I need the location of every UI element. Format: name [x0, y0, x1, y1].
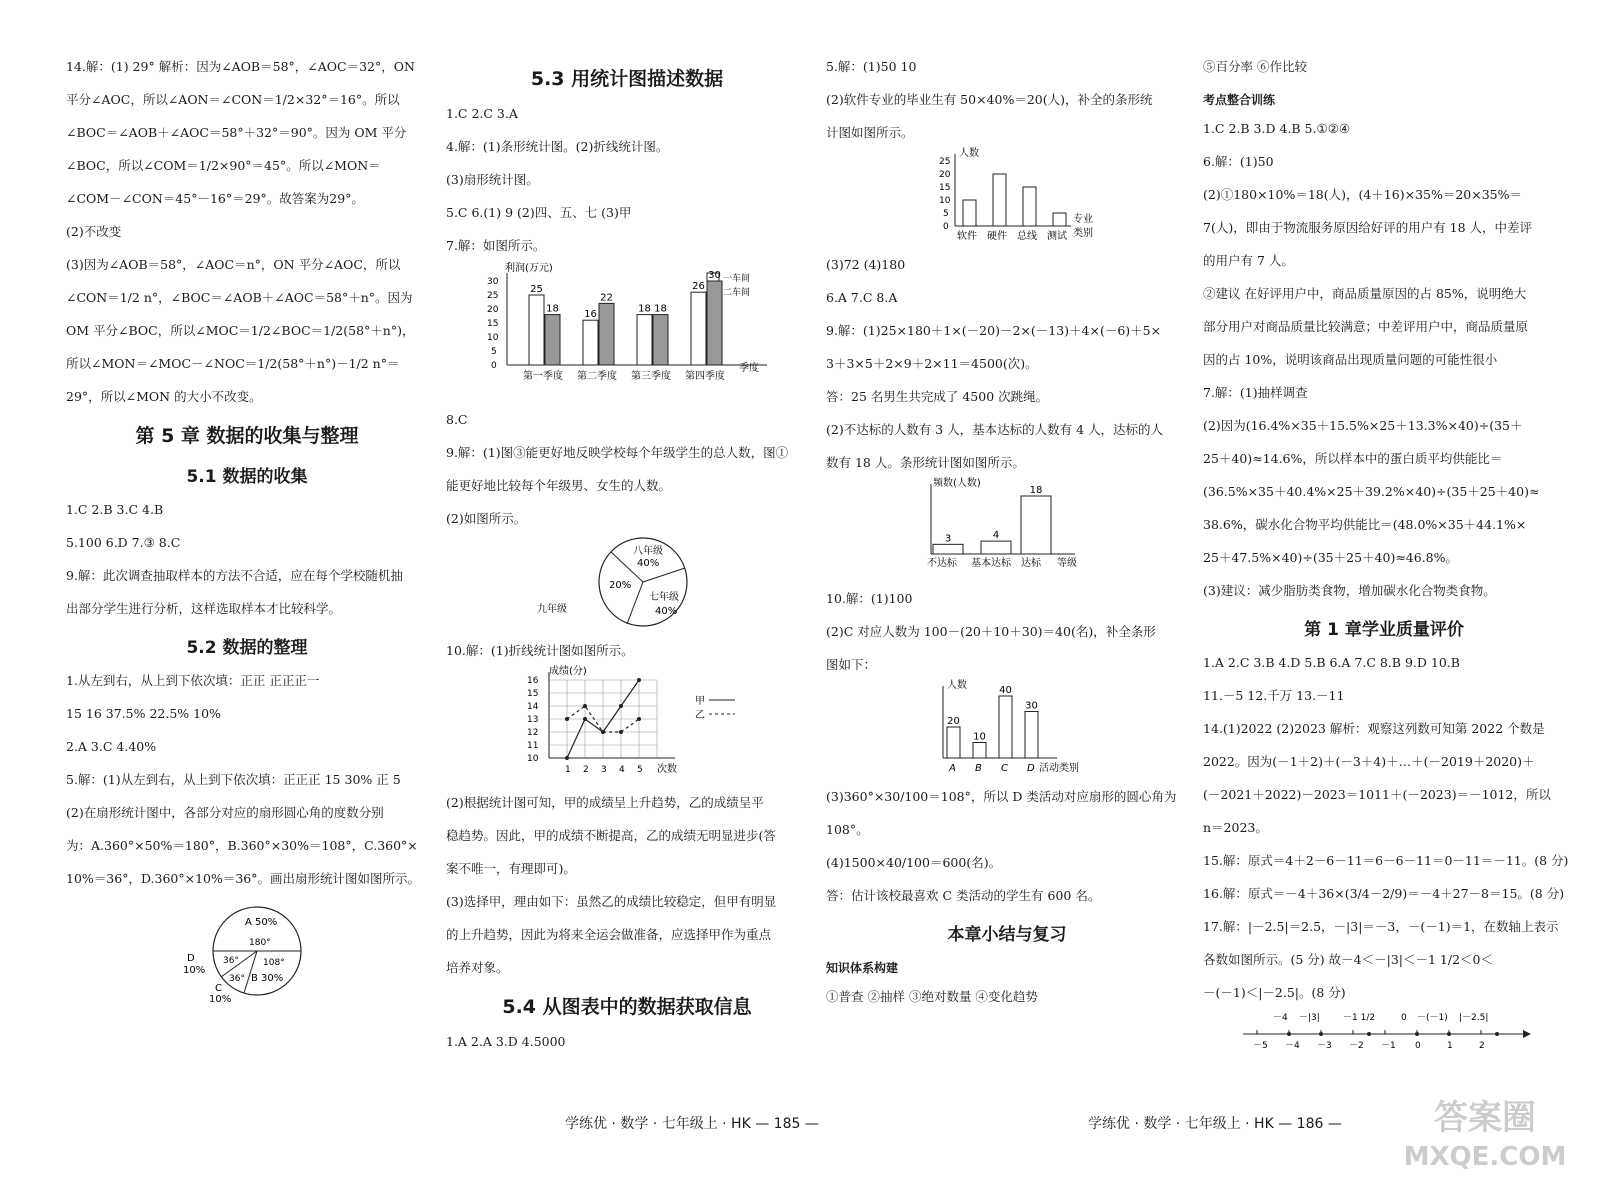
- bar: [947, 727, 960, 758]
- number-line-tick: 0: [1415, 1041, 1421, 1051]
- pie-label: 180°: [249, 938, 271, 948]
- text-line: 的上升趋势，因此为将来全运会做准备，应选择甲作为重点: [446, 927, 772, 942]
- bar-chart-activities: [907, 676, 1107, 776]
- x-tick: 测试: [1047, 231, 1067, 242]
- x-tick: 总线: [1017, 231, 1037, 242]
- y-tick: 25: [487, 291, 499, 301]
- section-title: 本章小结与复习: [947, 925, 1067, 945]
- page-footer-right: 学练优 · 数学 · 七年级上 · HK — 186 —: [1088, 1116, 1342, 1132]
- page-footer-left: 学练优 · 数学 · 七年级上 · HK — 185 —: [565, 1116, 819, 1132]
- data-label: 18: [654, 303, 667, 315]
- text-line: 答：估计该校最喜欢 C 类活动的学生有 600 名。: [826, 888, 1101, 903]
- data-label: 30: [708, 270, 721, 281]
- text-line: (2)软件专业的毕业生有 50×40%＝20(人)，补全的条形统: [826, 92, 1153, 107]
- y-tick: 20: [939, 170, 951, 180]
- bar: [933, 544, 963, 554]
- data-point: [619, 730, 623, 734]
- y-tick: 10: [487, 333, 499, 343]
- bar: [993, 174, 1006, 226]
- text-line: 1.A 2.C 3.B 4.D 5.B 6.A 7.C 8.B 9.D 10.B: [1203, 655, 1460, 670]
- text-line: (2)不达标的人数有 3 人，基本达标的人数有 4 人，达标的人: [826, 422, 1164, 437]
- text-line: 5.解：(1)从左到右，从上到下依次填：正正正 15 30% 正 5: [66, 772, 401, 787]
- pie-label: 40%: [637, 558, 660, 569]
- x-tick: 4: [619, 765, 625, 775]
- text-line: 7.解：如图所示。: [446, 238, 546, 253]
- text-line: 16.解：原式＝－4＋36×(3/4－2/9)＝－4＋27－8＝15。(8 分): [1203, 886, 1565, 901]
- text-line: (2)因为(16.4%×35＋15.5%×25＋13.3%×40)÷(35＋: [1203, 418, 1523, 433]
- text-line: 为：A.360°×50%＝180°，B.360°×30%＝108°，C.360°×: [66, 838, 418, 853]
- text-line: (2)在扇形统计图中，各部分对应的扇形圆心角的度数分别: [66, 805, 384, 820]
- text-line: (3)因为∠AOB＝58°，∠AOC＝n°，ON 平分∠AOC，所以: [66, 257, 401, 272]
- text-line: (2)不改变: [66, 224, 122, 239]
- text-line: 8.C: [446, 412, 468, 427]
- data-point: [583, 704, 587, 708]
- text-line: 培养对象。: [446, 960, 509, 975]
- data-point: [601, 730, 605, 734]
- text-line: 3＋3×5＋2×9＋2×11＝4500(次)。: [826, 356, 1038, 371]
- y-tick: 5: [491, 347, 497, 357]
- line-chart-scores: [477, 664, 777, 782]
- data-point: [583, 717, 587, 721]
- number-line-label: －(－1): [1417, 1013, 1448, 1023]
- y-tick: 0: [943, 222, 949, 232]
- number-line-tick: 1: [1447, 1041, 1453, 1051]
- text-line: ∠BOC＝∠AOB＋∠AOC＝58°＋32°＝90°。因为 OM 平分: [66, 125, 407, 140]
- bar-chart-profit: [467, 259, 787, 399]
- text-line: ∠BOC，所以∠COM＝1/2×90°＝45°。所以∠MON＝: [66, 158, 381, 173]
- y-axis-label: 人数: [947, 680, 967, 691]
- text-line: 6.A 7.C 8.A: [826, 290, 898, 305]
- data-label: 3: [944, 533, 952, 545]
- data-label: 40: [999, 685, 1012, 696]
- data-label: 4: [992, 530, 1000, 542]
- number-line: [1233, 1008, 1533, 1052]
- y-tick: 10: [527, 754, 539, 764]
- pie-chart-activities: [167, 903, 327, 1003]
- watermark-text: MXQE.COM: [1403, 1142, 1567, 1172]
- data-label: 18: [1029, 485, 1043, 496]
- y-tick: 0: [491, 361, 497, 371]
- bar: [999, 696, 1012, 758]
- y-axis-label: 成绩(分): [549, 666, 587, 677]
- watermark-text: 答案圈: [1434, 1098, 1536, 1138]
- y-tick: 5: [943, 209, 949, 219]
- text-line: 108°。: [826, 822, 869, 837]
- x-tick: 2: [583, 765, 589, 775]
- x-tick: B: [975, 763, 982, 774]
- number-line-tick: －1: [1381, 1041, 1396, 1051]
- data-label: 16: [584, 309, 597, 321]
- y-axis-label: 人数: [959, 148, 979, 159]
- text-line: 11.－5 12.千万 13.－11: [1203, 688, 1345, 703]
- text-line: 25＋47.5%×40)÷(35＋25＋40)≈46.8%。: [1203, 550, 1458, 565]
- text-line: 2.A 3.C 4.40%: [66, 739, 157, 754]
- text-line: ∠CON＝1/2 n°，∠BOC＝∠AOB＋∠AOC＝58°＋n°。因为: [66, 290, 413, 305]
- bar: [981, 541, 1011, 554]
- data-label: 10: [973, 731, 986, 743]
- data-point: [565, 717, 569, 721]
- text-line: 7(人)，即由于物流服务原因给好评的用户有 18 人，中差评: [1203, 220, 1533, 235]
- number-line-tick: －2: [1349, 1041, 1364, 1051]
- text-line: 平分∠AOC，所以∠AON＝∠CON＝1/2×32°＝16°。所以: [66, 92, 400, 107]
- text-line: 10.解：(1)100: [826, 591, 913, 606]
- number-line-point: [1319, 1032, 1323, 1036]
- y-tick: 15: [487, 319, 499, 329]
- data-label: 18: [546, 303, 559, 315]
- x-tick: 硬件: [987, 231, 1007, 242]
- data-label: 18: [638, 303, 651, 315]
- text-line: 10%＝36°，D.360°×10%＝36°。画出扇形统计图如图所示。: [66, 871, 421, 886]
- text-line: 答：25 名男生共完成了 4500 次跳绳。: [826, 389, 1049, 404]
- text-line: 4.解：(1)条形统计图。(2)折线统计图。: [446, 139, 669, 154]
- bar: [529, 295, 544, 365]
- x-tick: 第二季度: [577, 371, 617, 382]
- section-title: 5.4 从图表中的数据获取信息: [502, 996, 752, 1018]
- text-line: (3)选择甲，理由如下：虽然乙的成绩比较稳定，但甲有明显: [446, 894, 777, 909]
- x-axis-label: 专业: [1073, 214, 1093, 225]
- y-tick: 13: [527, 715, 539, 725]
- y-tick: 15: [527, 689, 539, 699]
- text-line: (3)72 (4)180: [826, 257, 906, 272]
- text-line: 能更好地比较每个年级男、女生的人数。: [446, 478, 672, 493]
- text-line: (3)建议：减少脂肪类食物，增加碳水化合物类食物。: [1203, 583, 1496, 598]
- text-line: 1.C 2.B 3.D 4.B 5.①②④: [1203, 121, 1351, 136]
- pie-label: 40%: [655, 606, 678, 617]
- text-line: 14.(1)2022 (2)2023 解析：观察这列数可知第 2022 个数是: [1203, 721, 1545, 736]
- text-line: 14.解：(1) 29° 解析：因为∠AOB＝58°，∠AOC＝32°，ON: [66, 59, 415, 74]
- x-tick: 1: [565, 765, 571, 775]
- bar: [1053, 213, 1066, 226]
- legend-label: 二车间: [723, 288, 751, 298]
- bar: [1025, 712, 1038, 759]
- number-line-label: －4: [1273, 1013, 1288, 1023]
- data-label: 30: [1025, 700, 1038, 712]
- bar-chart-fitness: [907, 474, 1107, 578]
- y-tick: 20: [487, 305, 499, 315]
- pie-label: 108°: [263, 958, 285, 968]
- text-line: 案不唯一，有理即可)。: [446, 861, 576, 876]
- x-tick: 第一季度: [523, 371, 563, 382]
- y-tick: 15: [939, 183, 951, 193]
- text-line: ②建议 在好评用户中，商品质量原因的占 85%，说明绝大: [1203, 286, 1527, 301]
- text-line: ⑤百分率 ⑥作比较: [1203, 59, 1307, 74]
- pie-chart-grades: [527, 530, 727, 630]
- text-line: (3)扇形统计图。: [446, 172, 539, 187]
- text-line: 所以∠MON＝∠MOC－∠NOC＝1/2(58°＋n°)－1/2 n°＝: [66, 356, 400, 371]
- text-line: 29°，所以∠MON 的大小不改变。: [66, 389, 262, 404]
- x-tick: 第四季度: [685, 371, 725, 382]
- text-line: 出部分学生进行分析，这样选取样本才比较科学。: [66, 601, 342, 616]
- text-line: 9.解：(1)图③能更好地反映学校每个年级学生的总人数，图①: [446, 445, 789, 460]
- x-tick: 达标: [1021, 558, 1041, 569]
- text-line: 稳趋势。因此，甲的成绩不断提高，乙的成绩无明显进步(答: [446, 828, 776, 843]
- y-tick: 25: [939, 157, 951, 167]
- text-line: (4)1500×40/100＝600(名)。: [826, 855, 1002, 870]
- y-axis-label: 利润(万元): [505, 263, 553, 274]
- pie-label: 10%: [183, 965, 206, 976]
- text-line: (2)如图所示。: [446, 511, 527, 526]
- pie-label: 八年级: [633, 546, 663, 557]
- bar: [963, 200, 976, 226]
- section-title: 5.3 用统计图描述数据: [530, 68, 724, 90]
- x-axis-label: 类别: [1073, 228, 1093, 239]
- text-line: 1.A 2.A 3.D 4.5000: [446, 1034, 566, 1049]
- x-tick: C: [1001, 763, 1008, 774]
- pie-label: D: [187, 953, 195, 964]
- text-line: 15 16 37.5% 22.5% 10%: [66, 706, 221, 721]
- text-line: ①普查 ②抽样 ③绝对数量 ④变化趋势: [826, 989, 1038, 1004]
- x-axis-label: 活动类别: [1039, 763, 1079, 774]
- number-line-label: 0: [1401, 1013, 1407, 1023]
- text-line: 9.解：(1)25×180＋1×(－20)－2×(－13)＋4×(－6)＋5×: [826, 323, 1162, 338]
- y-tick: 30: [487, 277, 499, 287]
- x-tick: 基本达标: [971, 558, 1011, 569]
- data-point: [619, 704, 623, 708]
- text-line: 部分用户对商品质量比较满意；中差评用户中，商品质量原: [1203, 319, 1529, 334]
- text-line: 7.解：(1)抽样调查: [1203, 385, 1308, 400]
- text-line: 的用户有 7 人。: [1203, 253, 1294, 268]
- pie-label: 36°: [229, 974, 245, 984]
- number-line-point: [1367, 1032, 1371, 1036]
- text-line: (3)360°×30/100＝108°，所以 D 类活动对应扇形的圆心角为: [826, 789, 1177, 804]
- number-line-tick: 2: [1479, 1041, 1485, 1051]
- y-tick: 14: [527, 702, 539, 712]
- column-4: [1203, 58, 1569, 1052]
- x-tick: A: [949, 763, 956, 774]
- x-tick: 第三季度: [631, 371, 671, 382]
- text-line: 6.解：(1)50: [1203, 154, 1274, 169]
- pie-label: 10%: [209, 994, 232, 1003]
- text-line: 9.解：此次调查抽取样本的方法不合适，应在每个学校随机抽: [66, 568, 403, 583]
- text-line: 图如下：: [826, 657, 877, 672]
- number-line-tick: －5: [1253, 1041, 1268, 1051]
- bar: [1021, 496, 1051, 554]
- column-1: [66, 58, 428, 1015]
- section-title: 5.2 数据的整理: [186, 638, 308, 658]
- text-line: ∠COM－∠CON＝45°－16°＝29°。故答案为29°。: [66, 191, 364, 206]
- number-line-tick: －3: [1317, 1041, 1332, 1051]
- subsection-title: 考点整合训练: [1203, 93, 1276, 107]
- number-line-point: [1447, 1032, 1451, 1036]
- number-line-label: －|3|: [1299, 1013, 1320, 1023]
- q14-solution: [66, 58, 428, 406]
- bar: [691, 292, 706, 365]
- data-label: 20: [947, 716, 960, 727]
- chapter-title: 第 5 章 数据的收集与整理: [135, 425, 359, 447]
- data-point: [637, 678, 641, 682]
- x-tick: 3: [601, 765, 607, 775]
- watermark-logo: [1385, 1085, 1585, 1175]
- bar: [545, 315, 560, 365]
- text-line: n＝2023。: [1203, 820, 1268, 835]
- number-line-label: －1 1/2: [1343, 1013, 1376, 1023]
- pie-label: 36°: [223, 956, 239, 966]
- text-line: 计图如图所示。: [826, 125, 914, 140]
- number-line-point: [1415, 1032, 1419, 1036]
- y-tick: 11: [527, 741, 539, 751]
- x-tick: 不达标: [927, 558, 957, 569]
- text-line: 数有 18 人。条形统计图如图所示。: [826, 455, 1025, 470]
- text-line: 25＋40)≈14.6%，所以样本中的蛋白质平均供能比＝: [1203, 451, 1503, 466]
- bar: [653, 315, 668, 365]
- text-line: (2)①180×10%＝18(人)，(4＋16)×35%＝20×35%＝: [1203, 187, 1523, 202]
- text-line: 因的占 10%，说明该商品出现质量问题的可能性很小: [1203, 352, 1498, 367]
- x-tick: 5: [637, 765, 643, 775]
- pie-label: 20%: [609, 580, 632, 591]
- text-line: 各数如图所示。(5 分) 故－4＜－|3|＜－1 1/2＜0＜: [1203, 952, 1493, 967]
- x-tick: D: [1027, 763, 1035, 774]
- pie-label: 七年级: [649, 592, 679, 603]
- text-line: 5.C 6.(1) 9 (2)四、五、七 (3)甲: [446, 205, 632, 220]
- pie-label: A 50%: [245, 917, 278, 928]
- x-axis-label: 次数: [657, 764, 677, 775]
- bar: [1023, 187, 1036, 226]
- data-label: 25: [530, 284, 543, 295]
- text-line: (2)根据统计图可知，甲的成绩呈上升趋势，乙的成绩呈平: [446, 795, 764, 810]
- text-line: －(－1)＜|－2.5|。(8 分): [1203, 985, 1346, 1000]
- text-line: 2022。因为(－1＋2)＋(－3＋4)＋…＋(－2019＋2020)＋: [1203, 754, 1535, 769]
- text-line: 38.6%，碳水化合物平均供能比＝(48.0%×35＋44.1%×: [1203, 517, 1527, 532]
- data-label: 22: [600, 292, 613, 304]
- pie-label: B 30%: [251, 973, 284, 984]
- x-axis-label: 等级: [1057, 558, 1077, 569]
- legend-label: 甲: [695, 696, 705, 707]
- bar: [637, 315, 652, 365]
- column-3: [826, 58, 1188, 1006]
- text-line: 5.100 6.D 7.③ 8.C: [66, 535, 181, 550]
- y-tick: 16: [527, 676, 539, 686]
- section-title: 5.1 数据的收集: [186, 467, 308, 487]
- text-line: 1.C 2.B 3.C 4.B: [66, 502, 164, 517]
- text-line: 1.从左到右，从上到下依次填：正正 正正正一: [66, 673, 320, 688]
- y-tick: 10: [939, 196, 951, 206]
- pie-label: 九年级: [537, 604, 567, 615]
- data-point: [565, 756, 569, 760]
- bar: [583, 320, 598, 365]
- number-line-point: [1495, 1032, 1499, 1036]
- data-label: 26: [692, 281, 705, 293]
- bar: [707, 281, 722, 365]
- legend-label: 一车间: [723, 274, 751, 284]
- number-line-point: [1287, 1032, 1291, 1036]
- text-line: 10.解：(1)折线统计图如图所示。: [446, 643, 634, 658]
- data-point: [637, 717, 641, 721]
- bar: [973, 743, 986, 759]
- text-line: OM 平分∠BOC，所以∠MOC＝1/2∠BOC＝1/2(58°＋n°)，: [66, 323, 415, 338]
- text-line: (36.5%×35＋40.4%×25＋39.2%×40)÷(35＋25＋40)≈: [1203, 484, 1540, 499]
- text-line: 5.解：(1)50 10: [826, 59, 917, 74]
- section-title: 第 1 章学业质量评价: [1304, 620, 1464, 640]
- x-tick: 软件: [957, 231, 977, 242]
- text-line: 15.解：原式＝4＋2－6－11＝6－6－11＝0－11＝－11。(8 分): [1203, 853, 1569, 868]
- text-line: 1.C 2.C 3.A: [446, 106, 518, 121]
- pie-label: C: [215, 983, 222, 994]
- number-line-label: |－2.5|: [1459, 1013, 1489, 1023]
- text-line: 17.解：|－2.5|＝2.5，－|3|＝－3，－(－1)＝1，在数轴上表示: [1203, 919, 1559, 934]
- subsection-title: 知识体系构建: [826, 961, 899, 975]
- text-line: (－2021＋2022)－2023＝1011＋(－2023)＝－1012，所以: [1203, 787, 1551, 802]
- y-tick: 12: [527, 728, 539, 738]
- x-axis-label: 季度: [739, 363, 759, 374]
- column-2: [446, 58, 808, 1051]
- y-axis-label: 频数(人数): [933, 478, 981, 489]
- bar-chart-majors: [907, 144, 1107, 244]
- bar: [599, 303, 614, 365]
- text-line: (2)C 对应人数为 100－(20＋10＋30)＝40(名)，补全条形: [826, 624, 1156, 639]
- legend-label: 乙: [695, 710, 705, 721]
- number-line-tick: －4: [1285, 1041, 1300, 1051]
